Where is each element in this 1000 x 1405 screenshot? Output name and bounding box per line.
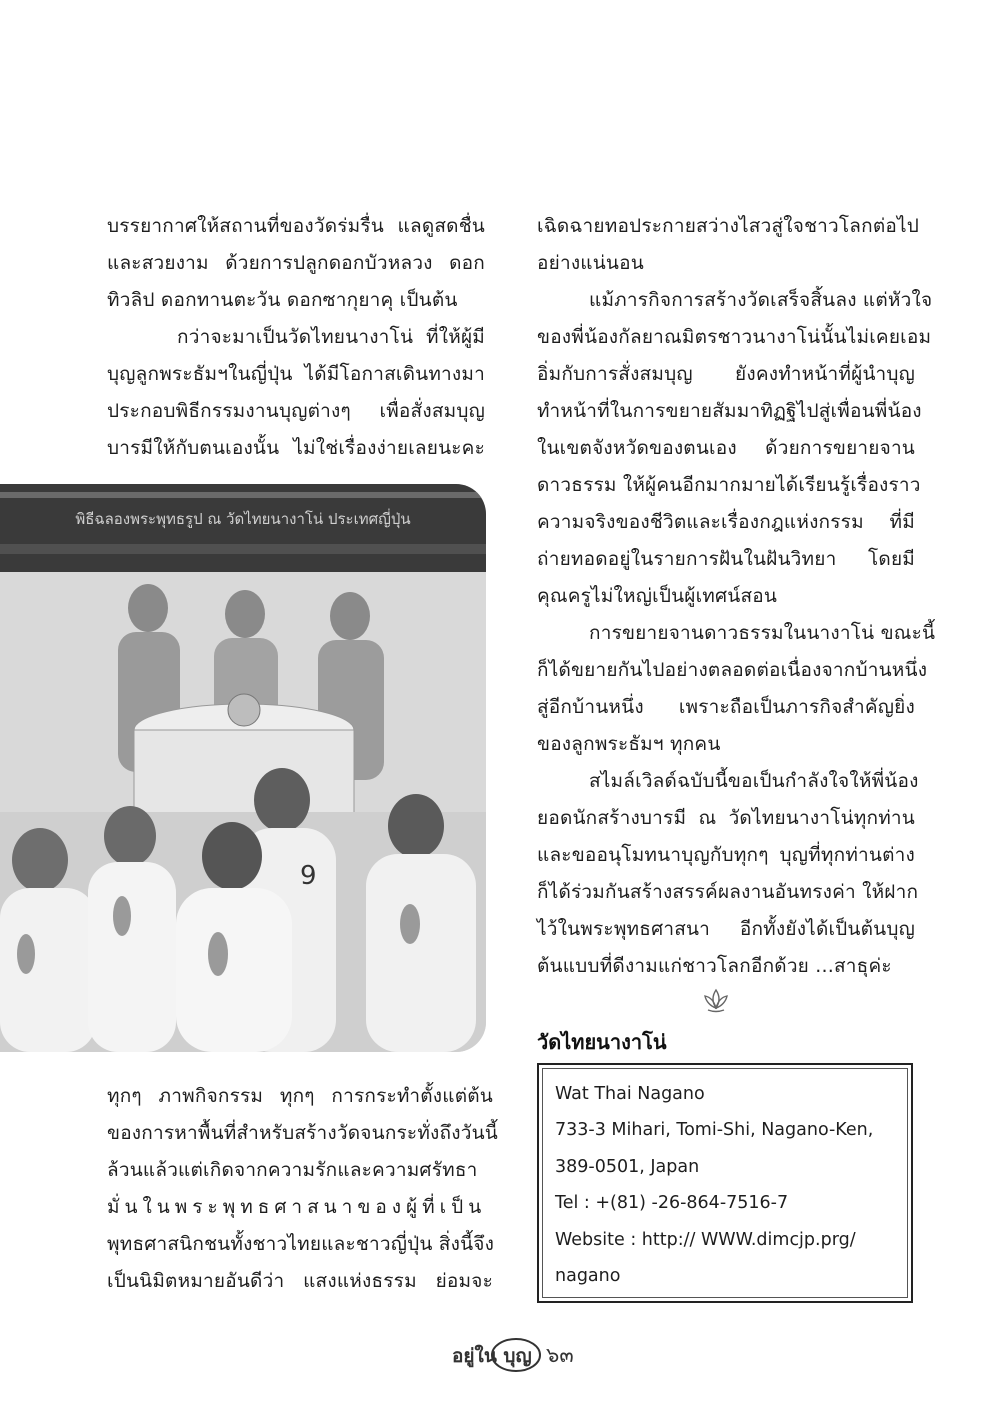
text-line: ทุกๆ ภาพกิจกรรม ทุกๆ การกระทำตั้งแต่ต้น	[107, 1085, 493, 1107]
address-box	[537, 1063, 913, 1303]
text-line: บุญลูกพระธัมฯในญี่ปุ่น ได้มีโอกาสเดินทางมา	[107, 363, 485, 385]
text-line: สไมล์เวิลด์ฉบับนี้ขอเป็นกำลังใจให้พี่น้อง	[589, 770, 919, 792]
text-line: ของพี่น้องกัลยาณมิตรชาวนางาโน่นั้นไม่เคยเอม	[537, 326, 932, 348]
text-line: ถ่ายทอดอยู่ในรายการฝันในฝันวิทยา โดยมี	[537, 548, 915, 570]
text-line: สู่อีกบ้านหนึ่ง เพราะถือเป็นภารกิจสำคัญยิ่ง	[537, 696, 915, 718]
magazine-logo	[450, 1335, 546, 1375]
magazine-logo-text: อยู่ใน บุญ	[452, 1345, 532, 1367]
text-line: กว่าจะมาเป็นวัดไทยนางาโน่ ที่ให้ผู้มี	[177, 326, 485, 348]
text-line: ในเขตจังหวัดของตนเอง ด้วยการขยายจาน	[537, 437, 915, 459]
website-line: Website : http:// WWW.dimcjp.prg/	[555, 1230, 856, 1250]
text-line: พุทธศาสนิกชนทั้งชาวไทยและชาวญี่ปุ่น สิ่งนี้จึง	[107, 1233, 495, 1255]
text-line: ล้วนแล้วแต่เกิดจากความรักและความศรัทธา	[107, 1159, 478, 1181]
left-column-bottom	[107, 1078, 498, 1300]
svg-text:9: 9	[300, 861, 317, 891]
text-line: มั่นในพระพุทธศาสนาของผู้ที่เป็น	[107, 1196, 487, 1218]
street-address: 733-3 Mihari, Tomi-Shi, Nagano-Ken,	[555, 1120, 874, 1140]
right-column	[537, 208, 936, 985]
text-line: ทิวลิป ดอกทานตะวัน ดอกซากุยาคุ เป็นต้น	[107, 289, 458, 311]
text-line: ก็ได้ขยายกันไปอย่างตลอดต่อเนื่องจากบ้านหนึ่ง	[537, 659, 928, 681]
text-line: เป็นนิมิตหมายอันดีว่า แสงแห่งธรรม ย่อมจะ	[107, 1270, 493, 1292]
postal-address: 389-0501, Japan	[555, 1157, 700, 1177]
text-line: ทำหน้าที่ในการขยายสัมมาทิฏฐิไปสู่เพื่อนพี่น้อง	[537, 400, 922, 422]
text-line: ของลูกพระธัมฯ ทุกคน	[537, 733, 721, 755]
text-line: ดาวธรรม ให้ผู้คนอีกมากมายได้เรียนรู้เรื่องราว	[537, 474, 921, 496]
text-line: และขออนุโมทนาบุญกับทุกๆ บุญที่ทุกท่านต่าง	[537, 844, 915, 866]
temple-name: Wat Thai Nagano	[555, 1084, 705, 1104]
lotus-ornament-icon	[700, 986, 732, 1014]
text-line: ประกอบพิธีกรรมงานบุญต่างๆ เพื่อสั่งสมบุญ	[107, 400, 485, 422]
text-line: อิ่มกับการสั่งสมบุญ ยังคงทำหน้าที่ผู้นำบุญ	[537, 363, 915, 385]
text-line: ก็ได้ร่วมกันสร้างสรรค์ผลงานอันทรงค่า ให้ฝาก	[537, 881, 919, 903]
text-line: เฉิดฉายทอประกายสว่างไสวสู่ใจชาวโลกต่อไป	[537, 215, 920, 237]
website-line-continued: nagano	[555, 1266, 621, 1286]
text-line: บารมีให้กับตนเองนั้น ไม่ใช่เรื่องง่ายเลยนะคะ	[107, 437, 485, 459]
text-line: ความจริงของชีวิตและเรื่องกฎแห่งกรรม ที่มี	[537, 511, 915, 533]
text-line: และสวยงาม ด้วยการปลูกดอกบัวหลวง ดอก	[107, 252, 485, 274]
text-line: บรรยากาศให้สถานที่ของวัดร่มรื่น แลดูสดชื่น	[107, 215, 485, 237]
telephone: Tel : +(81) -26-864-7516-7	[555, 1193, 789, 1213]
banner-text: พิธีฉลองพระพุทธรูป ณ วัดไทยนางาโน่ ประเทศญี่ปุ่น	[75, 510, 411, 528]
text-line: คุณครูไม่ใหญ่เป็นผู้เทศน์สอน	[537, 585, 778, 607]
ceremony-photo-illustration	[0, 484, 486, 1052]
text-line: ต้นแบบที่ดีงามแก่ชาวโลกอีกด้วย ...สาธุค่ะ	[537, 955, 892, 977]
text-line: อย่างแน่นอน	[537, 252, 644, 274]
address-heading: วัดไทยนางาโน่	[537, 1030, 667, 1054]
text-line: ยอดนักสร้างบารมี ณ วัดไทยนางาโน่ทุกท่าน	[537, 807, 915, 829]
text-line: ไว้ในพระพุทธศาสนา อีกทั้งยังได้เป็นต้นบุญ	[537, 918, 915, 940]
page-number: ๖๓	[546, 1343, 574, 1367]
text-line: ของการหาพื้นที่สำหรับสร้างวัดจนกระทั่งถึงวันนี้	[107, 1122, 498, 1144]
text-line: การขยายจานดาวธรรมในนางาโน่ ขณะนี้	[589, 622, 936, 644]
text-line: แม้ภารกิจการสร้างวัดเสร็จสิ้นลง แต่หัวใจ	[589, 289, 933, 311]
left-column-top	[107, 208, 485, 467]
ceremony-photo	[0, 484, 486, 1052]
page-footer	[450, 1335, 590, 1375]
